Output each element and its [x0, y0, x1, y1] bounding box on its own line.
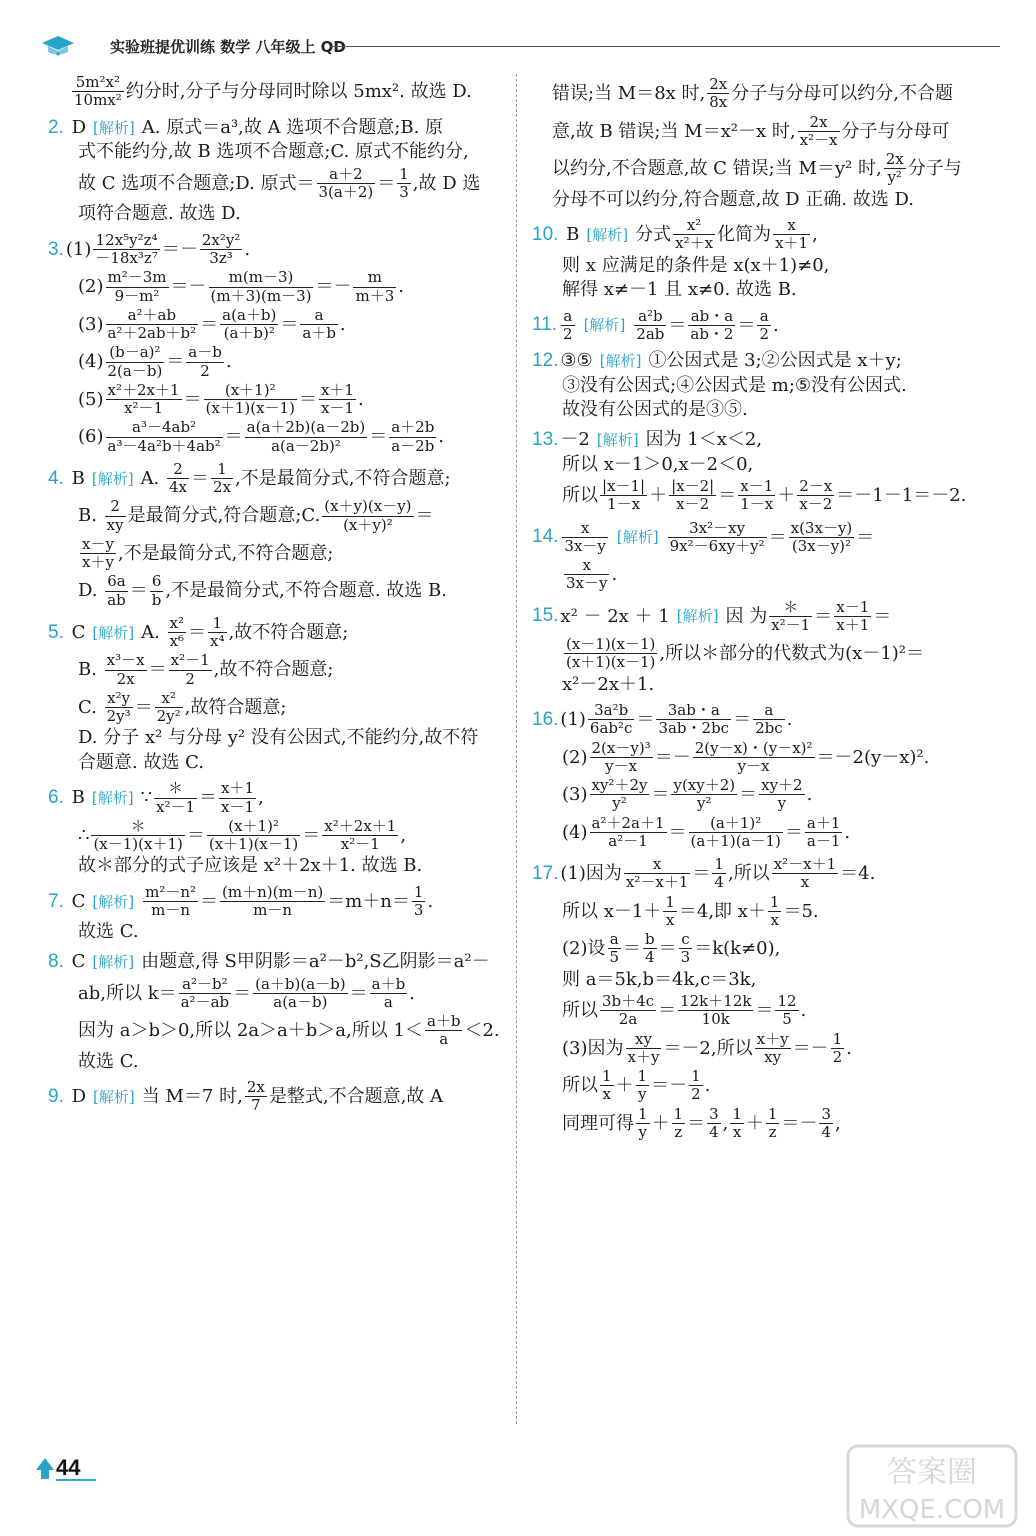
fraction: $\frac{2}{4x}$ [169, 459, 188, 496]
analysis-tag: [ 解析 ] [89, 893, 137, 912]
text: (3) [78, 313, 104, 335]
right-column [532, 74, 988, 1147]
answer-13: 13. －2[ 解析 ] 因为 1＜x＜2, 所以 x－1＞0,x－2＜0, 所以 $\frac{|x-1|}{1-x}$ ＋ $\frac{|x-2|}{x-2}$ ＝ $\frac{x-1}{1-x}$ ＋ $\frac{2-x}{x-2}$ ＝－1－1＝－2. [532, 428, 988, 514]
answer: －2 [560, 428, 590, 450]
text: 式不能约分,故 B 选项不合题意;C. 原式不能约分, [78, 141, 469, 163]
svg-text:答案圈: 答案圈 [887, 1455, 977, 1490]
fraction: $\frac{\text{a²＋2a＋1}}{\text{a²－1}}$ [591, 813, 665, 850]
answer-14: 14. $\frac{x}{3x-y}$ [ 解析 ] $\frac{\text{3x²－xy}}{\text{9x²－6xy＋y²}}$ ＝ $\frac{x(3x-y)}{\text{(3x－y)²}}$ ＝ $\frac{x}{3x-y}$ . [532, 520, 988, 593]
text: ,故不符合题意; [228, 621, 349, 643]
analysis-tag: [ 解析 ] [89, 624, 137, 643]
fraction: $\frac{\text{x²－x＋1}}{x}$ [773, 855, 837, 892]
fraction: $\frac{12}{5}$ [777, 992, 797, 1029]
fraction: $\frac{(x-1)(x-1)}{(x+1)(x-1)}$ [566, 635, 656, 672]
fraction: $\frac{6}{b}$ [151, 572, 162, 609]
text: 分子与分母可 [841, 120, 950, 142]
text: 由题意,得 S甲阴影＝a²－b²,S乙阴影＝a²－ [141, 950, 490, 972]
text: 分子与分母可以约分,不合题 [731, 82, 954, 104]
fraction: $\frac{2x}{7}$ [246, 1078, 265, 1115]
question-number: 2. [48, 116, 64, 138]
text: ＝－2,所以 [663, 1037, 753, 1059]
fraction: $\frac{1}{y}$ [638, 1104, 648, 1141]
fraction: $\frac{\text{12x⁵y²z⁴}}{\text{－18x³z⁷}}$ [95, 230, 158, 267]
fraction: $\frac{a+1}{a-1}$ [806, 813, 841, 850]
text: ,不是最简分式,不符合题意; [117, 542, 334, 564]
fraction: $\frac{|x-2|}{x-2}$ [671, 477, 715, 514]
fraction: $\frac{\text{x²－1}}{2}$ [170, 651, 210, 688]
answer-8: 8. C[ 解析 ] 由题意,得 S甲阴影＝a²－b²,S乙阴影＝a²－ ab,所以 k＝ $\frac{\text{a²－b²}}{\text{a²－ab}}$ ＝ $\frac{(a+b)(a-b)}{a(a-b)}$ ＝ $\frac{a+b}{a}$ . 因为 a＞b＞0,所以 2a＞a＋b＞a,所以 1＜ $\frac{a+b}{a}$ ＜2. 故选 C. [48, 950, 510, 1073]
answer: D [71, 116, 87, 138]
fraction: $\frac{x+1}{x-1}$ [221, 779, 255, 816]
text: A. 原式＝a³,故 A 选项不合题意;B. 原 [141, 116, 444, 138]
fraction: $\frac{ab・a}{ab・2}$ [690, 306, 734, 343]
text: (2) [78, 276, 104, 297]
svg-text:MXQE.COM: MXQE.COM [858, 1495, 1006, 1525]
answer-2 [48, 116, 510, 226]
page-header [30, 32, 1010, 60]
fraction: $\frac{3ab・a}{3ab・2bc}$ [658, 701, 730, 738]
fraction: $\frac{2-x}{x-2}$ [799, 477, 833, 514]
fraction: $\frac{1}{4}$ [714, 855, 724, 892]
text: ＝4. [840, 862, 876, 884]
text: ,不是最简分式,不符合题意. 故选 B. [165, 580, 447, 601]
question-number: 3. [48, 238, 64, 260]
text: 所以 [562, 999, 598, 1021]
fraction: $\frac{\text{3a²b}}{\text{6ab²c}}$ [589, 701, 633, 738]
fraction: $\frac{1}{3}$ [399, 164, 409, 201]
fraction: $\frac{2x}{\text{y²}}$ [885, 150, 904, 187]
question-number: 10. [532, 223, 559, 245]
analysis-tag: [ 解析 ] [614, 528, 662, 547]
fraction: $\frac{x}{3x-y}$ [564, 518, 606, 555]
answer-6: 6. B[ 解析 ] ∵ $\frac{*}{\text{x²－1}}$ ＝ $\frac{x+1}{x-1}$ , ∴ $\frac{*}{(x-1)(x+1)}$ ＝ $\frac{\text{(x＋1)²}}{(x+1)(x-1)}$ ＝ $\frac{\text{x²＋2x＋1}}{\text{x²－1}}$ , 故＊部分的式子应该是 x²＋2x＋1. 故选 B. [48, 780, 510, 878]
fraction: $\frac{*}{\text{x²－1}}$ [771, 597, 811, 634]
fraction: $\frac{x+1}{x-1}$ [320, 380, 354, 417]
page-arrow-stem [41, 1469, 49, 1479]
text: 则 a＝5k,b＝4k,c＝3k, [562, 968, 757, 990]
fraction: $\frac{a}{2bc}$ [755, 701, 783, 738]
answer-9-continued [532, 76, 988, 211]
answer: x² － 2x ＋ 1 [560, 605, 670, 627]
answer-3: 3. (1) $\frac{\text{12x⁵y²z⁴}}{\text{－18x³z⁷}}$ ＝－ $\frac{\text{2x²y²}}{\text{3z³}}$ . (2) $\frac{\text{m²－3m}}{\text{9－m²}}$ ＝－ $\frac{m(m-3)}{(m+3)(m-3)}$ ＝－ $\frac{m}{m+3}$ . (3) $\frac{\text{a²＋ab}}{\text{a²＋2ab＋b²}}$ ＝ $\frac{a(a+b)}{\text{(a＋b)²}}$ ＝ $\frac{a}{a+b}$ . (4) $\frac{\text{(b－a)²}}{2(a-b)}$ ＝ $\frac{a-b}{2}$ . (5) $\frac{\text{x²＋2x＋1}}{\text{x²－1}}$ ＝ $\frac{\text{(x＋1)²}}{(x+1)(x-1)}$ ＝ $\frac{x+1}{x-1}$ . (6) $\frac{\text{a³－4ab²}}{\text{a³－4a²b＋4ab²}}$ ＝ $\frac{a(a+2b)(a-2b)}{\text{a(a－2b)²}}$ ＝ $\frac{a+2b}{a-2b}$ . [48, 230, 445, 455]
answer: B [566, 223, 580, 245]
fraction: $\frac{a(a+b)}{\text{(a＋b)²}}$ [222, 305, 277, 342]
text: 化简为 [717, 223, 772, 245]
question-number: 7. [48, 890, 64, 912]
text: ,不是最简分式,不符合题意; [235, 467, 451, 489]
analysis-tag: [ 解析 ] [89, 789, 137, 808]
analysis-tag: [ 解析 ] [597, 352, 645, 371]
answer-11: 11. $\frac{a}{2}$ [ 解析 ] $\frac{\text{a²b}}{2ab}$ ＝ $\frac{ab・a}{ab・2}$ ＝ $\frac{a}{2}$ . [532, 308, 988, 344]
fraction: $\frac{2x}{8x}$ [709, 75, 728, 112]
text: ＝k(k≠0), [694, 937, 781, 959]
fraction: $\frac{a+2}{3(a+2)}$ [318, 164, 374, 201]
text: 以约分,不合题意,故 C 错误;当 M＝y² 时, [552, 157, 882, 179]
text: ,故不符合题意; [213, 659, 334, 680]
text: 故＊部分的式子应该是 x²＋2x＋1. 故选 B. [78, 855, 423, 877]
text: 分子与 [907, 157, 962, 179]
fraction: $\frac{\text{x²＋2x＋1}}{\text{x²－1}}$ [107, 380, 180, 417]
fraction: $\frac{b}{4}$ [645, 930, 655, 967]
analysis-tag: [ 解析 ] [89, 470, 137, 489]
fraction: $\frac{x}{\text{x²－x＋1}}$ [625, 855, 689, 892]
analysis-tag: [ 解析 ] [89, 953, 137, 972]
question-number: 11. [532, 314, 558, 336]
fraction: $\frac{a-b}{2}$ [188, 343, 222, 380]
text: ＜2. [464, 1019, 500, 1041]
fraction: $\frac{1}{x}$ [769, 892, 780, 929]
text: (1) [560, 708, 586, 730]
header-title: 实验班提优训练 数学 八年级上 QD [110, 38, 346, 56]
analysis-tag: [ 解析 ] [674, 607, 722, 626]
question-number: 14. [532, 526, 559, 548]
text: D. 分子 x² 与分母 y² 没有公因式,不能约分,故不符 [78, 727, 479, 749]
text: ＝ [377, 172, 396, 194]
fraction: $\frac{\text{x²}}{\text{x⁶}}$ [169, 613, 185, 650]
text: 故没有公因式的是③⑤. [562, 399, 748, 421]
fraction: $\frac{\text{a²b}}{2ab}$ [636, 306, 665, 343]
answer: ③⑤ [560, 350, 593, 371]
fraction: $\frac{2x}{\text{x²－x}}$ [799, 112, 838, 149]
fraction: $\frac{1}{x}$ [732, 1104, 742, 1141]
fraction: $\frac{6a}{ab}$ [107, 572, 126, 609]
text: 则 x 应满足的条件是 x(x＋1)≠0, [562, 254, 830, 276]
question-number: 4. [48, 467, 64, 489]
answer-7: 7. C[ 解析 ] $\frac{\text{m²－n²}}{m-n}$ ＝ $\frac{(m+n)(m-n)}{m-n}$ ＝m＋n＝ $\frac{1}{3}$ . 故选 C. [48, 884, 510, 944]
analysis-tag: [ 解析 ] [90, 1088, 138, 1107]
fraction: $\frac{1}{z}$ [767, 1104, 778, 1141]
fraction: $\frac{\text{2(x－y)³}}{y-x}$ [591, 738, 651, 775]
text: 是最简分式,符合题意;C. [127, 505, 321, 526]
text: (3)因为 [562, 1037, 624, 1059]
text: 所以 [562, 484, 598, 506]
fraction: $\frac{1}{2}$ [832, 1029, 843, 1066]
text: 同理可得 [562, 1112, 634, 1134]
fraction: $\frac{x}{3x-y}$ [566, 556, 608, 593]
text: (1)因为 [560, 862, 622, 884]
fraction: $\frac{y(xy+2)}{\text{y²}}$ [673, 776, 736, 813]
fraction: $\frac{\text{a²＋ab}}{\text{a²＋2ab＋b²}}$ [107, 305, 197, 342]
answer: C [71, 890, 86, 912]
fraction: $\frac{a+b}{a}$ [371, 974, 406, 1011]
analysis-tag: [ 解析 ] [583, 226, 631, 245]
fraction: $\frac{1}{\text{x⁴}}$ [210, 613, 225, 650]
text: (6) [78, 426, 104, 447]
question-number: 6. [48, 787, 64, 808]
text: ＝4,即 x＋ [678, 900, 766, 922]
text: ①公因式是 3;②公因式是 x＋y; [648, 350, 902, 371]
text: 因为 1＜x＜2, [645, 428, 763, 450]
fraction: $\frac{\text{xy²＋2y}}{\text{y²}}$ [591, 776, 648, 813]
text: 所以 x－1＞0,x－2＜0, [562, 453, 754, 475]
fraction: $\frac{1}{3}$ [413, 882, 424, 919]
text: 所以 [562, 1074, 598, 1096]
fraction: $\frac{a}{2}$ [759, 306, 770, 343]
fraction: $\frac{\text{3x²－xy}}{\text{9x²－6xy＋y²}}$ [669, 518, 765, 555]
question-number: 5. [48, 621, 64, 643]
fraction: $\frac{|x-1|}{1-x}$ [602, 477, 646, 514]
analysis-tag: [ 解析 ] [581, 316, 629, 335]
fraction: $\frac{a}{5}$ [609, 930, 620, 967]
text: 当 M＝7 时, [141, 1085, 243, 1107]
question-number: 17. [532, 862, 559, 884]
question-number: 16. [532, 708, 559, 730]
fraction: $\frac{1}{2x}$ [213, 459, 232, 496]
fraction: $\frac{2}{xy}$ [106, 497, 124, 534]
fraction: $\frac{\text{(b－a)²}}{2(a-b)}$ [107, 343, 163, 380]
text: ,所以＊部分的代数式为(x－1)²＝ [659, 642, 925, 664]
question-number: 8. [48, 950, 64, 972]
text: ,故符合题意; [184, 696, 287, 718]
fraction: $\frac{(x+y)(x-y)}{\text{(x＋y)²}}$ [324, 497, 412, 534]
fraction: $\frac{\text{m²－3m}}{\text{9－m²}}$ [107, 268, 167, 305]
fraction: $\frac{x-y}{x+y}$ [82, 534, 114, 571]
fraction: $\frac{(m+n)(m-n)}{m-n}$ [222, 882, 324, 919]
fraction: $\frac{\text{x²}}{\text{2y²}}$ [156, 688, 181, 725]
text: x²－2x＋1. [562, 673, 655, 695]
text: 错误;当 M＝8x 时, [552, 82, 706, 104]
fraction: $\frac{1}{y}$ [637, 1067, 648, 1104]
text: 因 为 [725, 605, 768, 627]
text: 故选 C. [78, 1050, 139, 1072]
text: (2) [562, 746, 588, 768]
text: (1) [65, 238, 92, 260]
fraction: $\frac{1}{z}$ [673, 1104, 684, 1141]
text: (3) [562, 783, 588, 805]
fraction: $\frac{c}{3}$ [680, 930, 691, 967]
text: 故选 C. [78, 921, 139, 943]
fraction: $\frac{1}{2}$ [691, 1067, 701, 1104]
fraction: $\frac{a}{a+b}$ [302, 305, 336, 342]
text: ＝－1－1＝－2. [836, 484, 967, 506]
book-logo-icon [38, 34, 78, 56]
answer-4: 4. B[ 解析 ] A. $\frac{2}{4x}$ ＝ $\frac{1}{2x}$ ,不是最简分式,不符合题意; B. $\frac{2}{xy}$ 是最简分式,符合题意;C. $\frac{(x+y)(x-y)}{\text{(x＋y)²}}$ ＝ $\frac{x-y}{x+y}$ ,不是最简分式,不符合题意; D. $\frac{6a}{ab}$ ＝ $\frac{6}{b}$ ,不是最简分式,不符合题意. 故选 B. [48, 461, 510, 609]
left-column [48, 74, 510, 1121]
fraction: $\frac{1}{x}$ [602, 1067, 612, 1104]
watermark-logo [842, 1440, 1022, 1532]
fraction: $\frac{\text{a³－4ab²}}{\text{a³－4a²b＋4ab²}}$ [107, 418, 221, 455]
text: 合题意. 故选 C. [78, 751, 205, 773]
text: ③没有公因式;④公因式是 m;⑤没有公因式. [562, 374, 907, 396]
fraction: $\frac{\text{a²－b²}}{\text{a²－ab}}$ [180, 974, 230, 1011]
text: 解得 x≠－1 且 x≠0. 故选 B. [562, 279, 797, 300]
fraction: $\frac{1}{x}$ [665, 892, 675, 929]
text: ,故 D 选 [412, 172, 481, 194]
text: 分式 [635, 223, 672, 245]
fraction: $\frac{\text{x²y}}{\text{2y³}}$ [106, 688, 131, 725]
question-number: 12. [532, 350, 559, 371]
fraction: $\frac{\text{x²＋2x＋1}}{\text{x²－1}}$ [324, 816, 397, 853]
answer: B [71, 467, 85, 489]
fraction: $\frac{x-1}{1-x}$ [740, 477, 774, 514]
fraction: $\frac{\text{m²－n²}}{m-n}$ [145, 882, 197, 919]
column-divider [516, 74, 517, 1424]
fraction: $\frac{*}{\text{x²－1}}$ [156, 779, 196, 816]
text: (4) [562, 821, 588, 843]
fraction: $\frac{12k+12k}{10k}$ [680, 992, 752, 1029]
text: 故 C 选项不合题意;D. 原式＝ [78, 172, 315, 194]
answer: C [71, 621, 86, 643]
text: (5) [78, 388, 104, 410]
text: 所以 x－1＋ [562, 900, 662, 922]
answer: D [71, 1085, 87, 1107]
fraction: $\frac{\text{(x＋1)²}}{(x+1)(x-1)}$ [205, 380, 295, 417]
text: 约分时,分子与分母同时除以 5mx². 故选 D. [125, 80, 472, 102]
fraction: $\frac{m(m-3)}{(m+3)(m-3)}$ [210, 268, 312, 305]
question-number: 13. [532, 428, 559, 450]
header-rule [330, 46, 1000, 47]
fraction: $\frac{a}{2}$ [563, 306, 573, 343]
fraction: $\frac{xy}{x+y}$ [627, 1029, 660, 1066]
answer: C [71, 950, 86, 972]
text: 项符合题意. 故选 D. [78, 203, 241, 225]
answer-9 [48, 1079, 510, 1115]
fraction: $\frac{a(a+2b)(a-2b)}{\text{a(a－2b)²}}$ [246, 418, 366, 455]
text: ＝－2(y－x)². [816, 746, 930, 768]
fraction: $\frac{x-1}{x+1}$ [836, 597, 870, 634]
fraction: $\frac{\text{(x＋1)²}}{(x+1)(x-1)}$ [208, 816, 299, 853]
fraction: $\frac{m}{m+3}$ [355, 268, 395, 305]
fraction: $\frac{\text{2x²y²}}{\text{3z³}}$ [201, 230, 241, 267]
fraction: $\frac{\text{x²}}{\text{x²＋x}}$ [675, 216, 714, 253]
fraction: $\frac{\text{5m²x²}}{\text{10mx²}}$ [74, 73, 122, 110]
answer-17: 17. (1)因为 $\frac{x}{\text{x²－x＋1}}$ ＝ $\frac{1}{4}$ ,所以 $\frac{\text{x²－x＋1}}{x}$ ＝4. 所以 x－1＋ $\frac{1}{x}$ ＝4,即 x＋ $\frac{1}{x}$ ＝5. (2)设 $\frac{a}{5}$ ＝ $\frac{b}{4}$ ＝ $\frac{c}{3}$ ＝k(k≠0), 则 a＝5k,b＝4k,c＝3k, 所以 $\frac{3b+4c}{2a}$ ＝ $\frac{12k+12k}{10k}$ ＝ $\frac{12}{5}$ . (3)因为 $\frac{xy}{x+y}$ ＝－2,所以 $\frac{x+y}{xy}$ ＝－ $\frac{1}{2}$ . 所以 $\frac{1}{x}$ ＋ $\frac{1}{y}$ ＝－ $\frac{1}{2}$ . 同理可得 $\frac{1}{y}$ ＋ $\frac{1}{z}$ ＝ $\frac{3}{4}$ , $\frac{1}{x}$ ＋ $\frac{1}{z}$ ＝－ $\frac{3}{4}$ , [532, 856, 988, 1141]
analysis-tag: [ 解析 ] [594, 431, 642, 450]
fraction: $\frac{3}{4}$ [821, 1104, 832, 1141]
text: (2)设 [562, 937, 606, 959]
fraction: $\frac{(a+b)(a-b)}{a(a-b)}$ [255, 974, 346, 1011]
fraction: $\frac{x(3x-y)}{\text{(3x－y)²}}$ [790, 518, 853, 555]
answer: B [71, 787, 85, 808]
fraction: $\frac{xy+2}{y}$ [761, 776, 803, 813]
question-number: 9. [48, 1085, 64, 1107]
text: ＝5. [783, 900, 819, 922]
page-number: 44 [56, 1455, 96, 1481]
answer-12 [532, 349, 988, 422]
answer-continued [48, 74, 510, 110]
text: (4) [78, 351, 104, 372]
answer-15: 15. x² － 2x ＋ 1[ 解析 ] 因 为 $\frac{*}{\text{x²－1}}$ ＝ $\frac{x-1}{x+1}$ ＝ $\frac{(x-1)(x-1)}{(x+1)(x-1)}$ ,所以＊部分的代数式为(x－1)²＝ x²－2x＋1. [532, 599, 988, 697]
text: 意,故 B 错误;当 M＝x²－x 时, [552, 120, 796, 142]
answer-16: 16. (1) $\frac{\text{3a²b}}{\text{6ab²c}}$ ＝ $\frac{3ab・a}{3ab・2bc}$ ＝ $\frac{a}{2bc}$ . (2) $\frac{\text{2(x－y)³}}{y-x}$ ＝－ $\frac{\text{2(y－x)・(y－x)²}}{y-x}$ ＝－2(y－x)². (3) $\frac{\text{xy²＋2y}}{\text{y²}}$ ＝ $\frac{y(xy+2)}{\text{y²}}$ ＝ $\frac{xy+2}{y}$ . (4) $\frac{\text{a²＋2a＋1}}{\text{a²－1}}$ ＝ $\frac{\text{(a＋1)²}}{(a+1)(a-1)}$ ＝ $\frac{a+1}{a-1}$ . [532, 701, 930, 850]
answer-10: 10. B[ 解析 ] 分式 $\frac{\text{x²}}{\text{x²＋x}}$ 化简为 $\frac{x}{x+1}$ , 则 x 应满足的条件是 x(x＋1)≠0, 解得 x≠－1 且 x≠0. 故选 B. [532, 217, 988, 302]
fraction: $\frac{x+y}{xy}$ [756, 1029, 789, 1066]
fraction: $\frac{\text{2(y－x)・(y－x)²}}{y-x}$ [694, 738, 813, 775]
text: 是整式,不合题意,故 A [268, 1085, 444, 1107]
fraction: $\frac{3}{4}$ [709, 1104, 719, 1141]
fraction: $\frac{\text{(a＋1)²}}{(a+1)(a-1)}$ [690, 813, 781, 850]
question-number: 15. [532, 605, 559, 627]
fraction: $\frac{3b+4c}{2a}$ [602, 992, 655, 1029]
text: ,所以 [727, 862, 770, 884]
answer-5: 5. C[ 解析 ] A. $\frac{\text{x²}}{\text{x⁶}}$ ＝ $\frac{1}{\text{x⁴}}$ ,故不符合题意; B. $\frac{\text{x³－x}}{2x}$ ＝ $\frac{\text{x²－1}}{2}$ ,故不符合题意; C. $\frac{\text{x²y}}{\text{2y³}}$ ＝ $\frac{\text{x²}}{\text{2y²}}$ ,故符合题意; D. 分子 x² 与分母 y² 没有公因式,不能约分,故不符 合题意. 故选 C. [48, 615, 510, 775]
fraction: $\frac{\text{x³－x}}{2x}$ [106, 651, 145, 688]
fraction: $\frac{a+2b}{a-2b}$ [391, 418, 435, 455]
text: 分母不可以约分,符合题意,故 D 正确. 故选 D. [552, 188, 914, 210]
fraction: $\frac{*}{(x-1)(x+1)}$ [93, 816, 183, 853]
fraction: $\frac{x}{x+1}$ [775, 216, 809, 253]
analysis-tag: [ 解析 ] [90, 119, 138, 138]
text: 因为 a＞b＞0,所以 2a＞a＋b＞a,所以 1＜ [78, 1019, 423, 1041]
fraction: $\frac{a+b}{a}$ [426, 1012, 461, 1049]
